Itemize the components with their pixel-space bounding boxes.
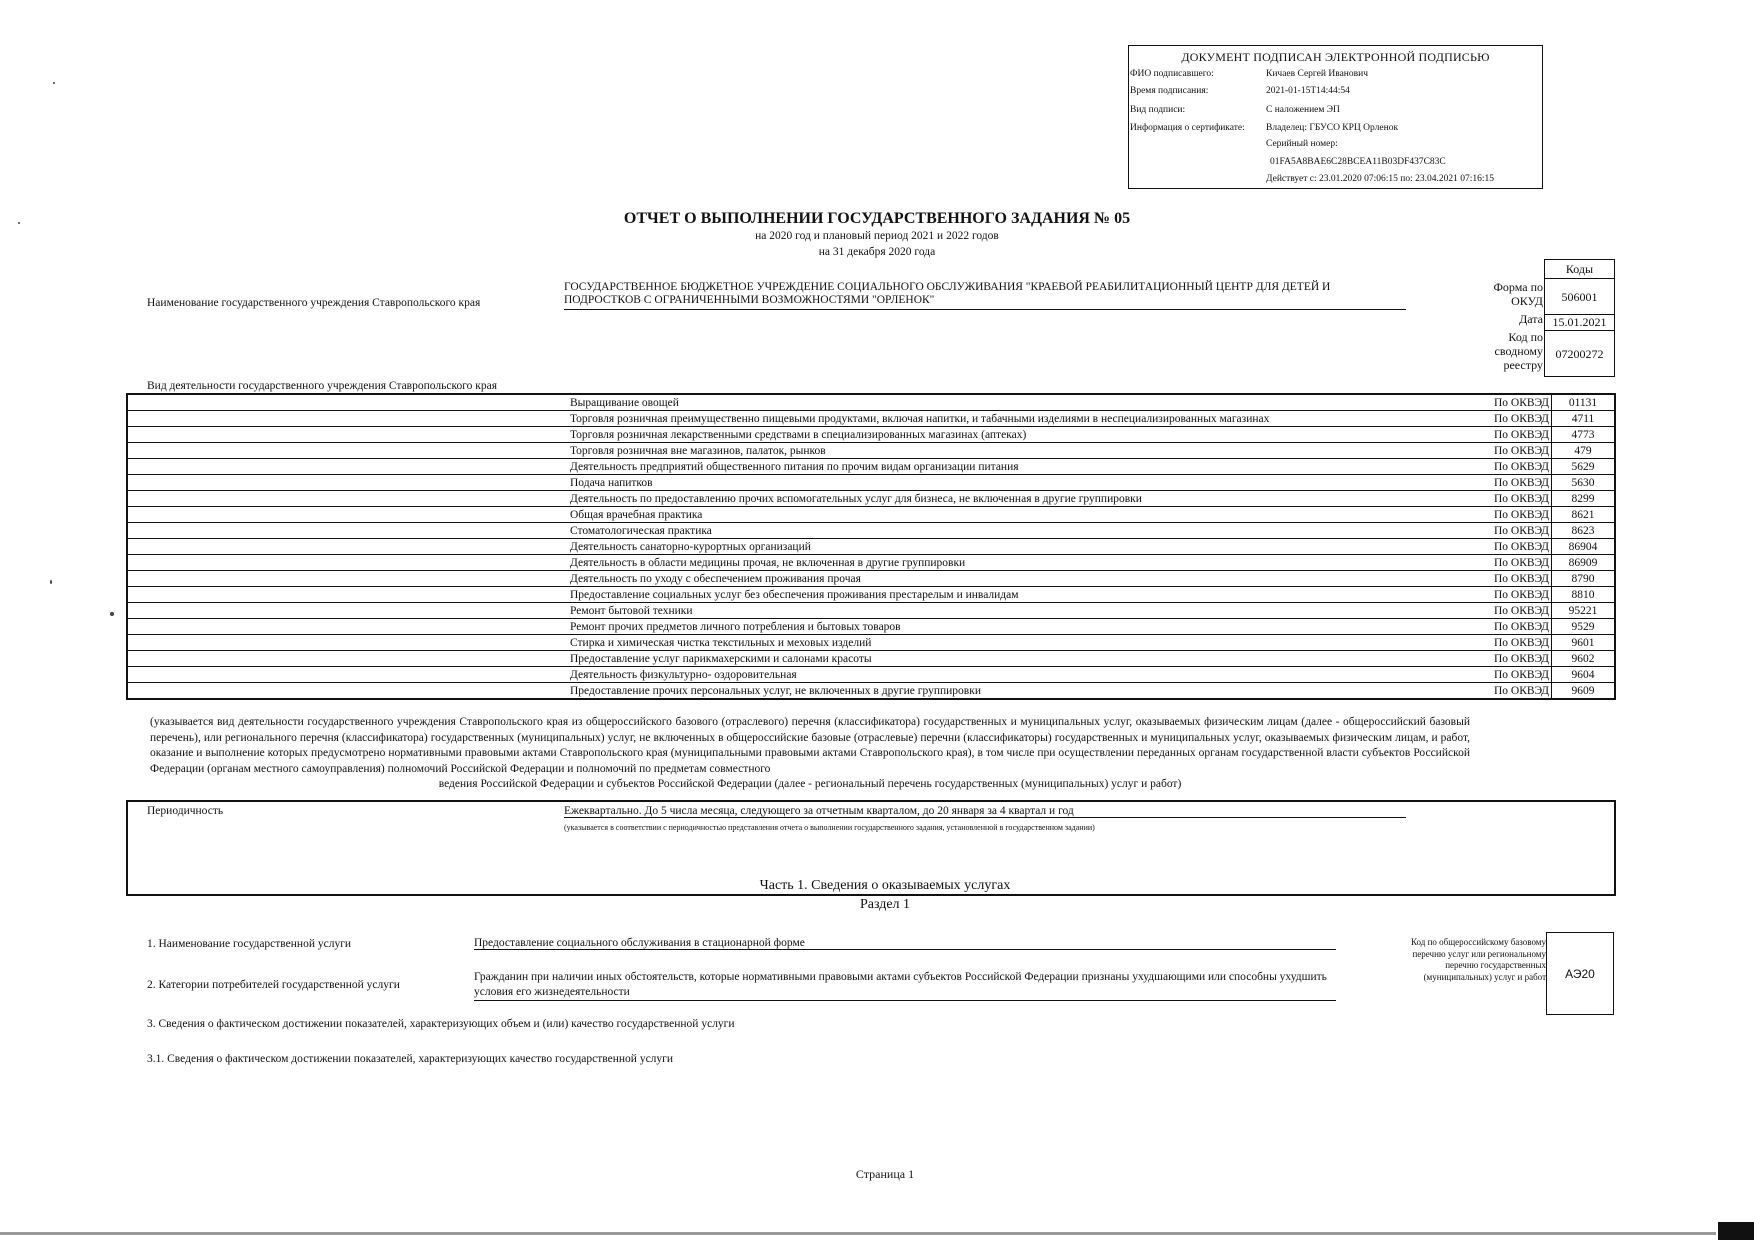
- report-date: на 31 декабря 2020 года: [818, 246, 936, 258]
- activity-name: Ремонт бытовой техники: [568, 603, 1475, 619]
- activity-code: 8623: [1552, 523, 1616, 539]
- signer-label: ФИО подписавшего:: [1130, 69, 1214, 79]
- activity-classifier: По ОКВЭД: [1475, 683, 1552, 700]
- codes-box: [1544, 259, 1615, 377]
- activity-code: 4711: [1552, 411, 1616, 427]
- scan-speck: [18, 222, 20, 224]
- activity-spacer: [127, 683, 568, 700]
- activity-name: Предоставление социальных услуг без обеспечения проживания престарелым и инвалидам: [568, 587, 1475, 603]
- item-3-1: 3.1. Сведения о фактическом достижении показателей, характеризующих качество государственной услуги: [147, 1053, 674, 1065]
- activity-code: 9609: [1552, 683, 1616, 700]
- activities-note: [150, 715, 1470, 793]
- codes-header: Коды: [1565, 262, 1594, 276]
- item-3: 3. Сведения о фактическом достижении показателей, характеризующих объем и (или) качество государственной услуги: [147, 1018, 735, 1030]
- periodicity-value: Ежеквартально. До 5 числа месяца, следующего за отчетным кварталом, до 20 января за 4 квартал и год: [564, 805, 1406, 818]
- activity-row: [127, 507, 1615, 523]
- activity-spacer: [127, 571, 568, 587]
- activity-row: [127, 587, 1615, 603]
- activity-spacer: [127, 523, 568, 539]
- activity-code: 9602: [1552, 651, 1616, 667]
- activity-row: [127, 443, 1615, 459]
- registry-label-line1: Код по: [1508, 330, 1543, 344]
- periodicity-label: Периодичность: [147, 805, 224, 817]
- date-value: 15.01.2021: [1545, 314, 1614, 330]
- activity-spacer: [127, 394, 568, 411]
- activity-classifier: По ОКВЭД: [1475, 411, 1552, 427]
- activity-code: 8621: [1552, 507, 1616, 523]
- valid-value: Действует с: 23.01.2020 07:06:15 по: 23.04.2021 07:16:15: [1266, 174, 1495, 184]
- scan-speck: [53, 82, 55, 84]
- activity-name: Торговля розничная вне магазинов, палаток, рынков: [568, 443, 1475, 459]
- activity-code: 5629: [1552, 459, 1616, 475]
- signature-header: ДОКУМЕНТ ПОДПИСАН ЭЛЕКТРОННОЙ ПОДПИСЬЮ: [1181, 50, 1490, 64]
- activity-spacer: [127, 635, 568, 651]
- activity-code: 9601: [1552, 635, 1616, 651]
- activities-label: Вид деятельности государственного учреждения Ставропольского края: [147, 380, 497, 392]
- activity-spacer: [127, 667, 568, 683]
- activity-name: Торговля розничная лекарственными средствами в специализированных магазинах (аптеках): [568, 427, 1475, 443]
- activity-spacer: [127, 411, 568, 427]
- service-code-value: АЭ20: [1565, 966, 1595, 981]
- institution-name: ГОСУДАРСТВЕННОЕ БЮДЖЕТНОЕ УЧРЕЖДЕНИЕ СОЦИАЛЬНОГО ОБСЛУЖИВАНИЯ "КРАЕВОЙ РЕАБИЛИТАЦИОННЫЙ ЦЕНТР ДЛЯ ДЕТЕЙ И ПОДРОСТКОВ С ОГРАНИЧЕННЫМИ ВОЗМОЖНОСТЯМИ "ОРЛЕНОК": [564, 281, 1406, 310]
- activities-table: [126, 393, 1616, 700]
- activity-name: Деятельность по уходу с обеспечением проживания прочая: [568, 571, 1475, 587]
- activity-classifier: По ОКВЭД: [1475, 491, 1552, 507]
- consumers-label: 2. Категории потребителей государственной услуги: [147, 979, 400, 991]
- activity-classifier: По ОКВЭД: [1475, 459, 1552, 475]
- activity-code: 8810: [1552, 587, 1616, 603]
- scan-edge-line: [0, 1232, 1716, 1235]
- activity-spacer: [127, 587, 568, 603]
- activity-name: Общая врачебная практика: [568, 507, 1475, 523]
- activity-row: [127, 523, 1615, 539]
- activity-name: Деятельность физкультурно- оздоровительная: [568, 667, 1475, 683]
- report-title: ОТЧЕТ О ВЫПОЛНЕНИИ ГОСУДАРСТВЕННОГО ЗАДАНИЯ № 05: [623, 210, 1131, 227]
- consumers-value: Гражданин при наличии иных обстоятельств, которые нормативными правовыми актами субъектов Российской Федерации признаны ухудшающими или способны ухудшить условия его жизнедеятельности: [474, 970, 1336, 1001]
- okud-label: [1470, 280, 1543, 308]
- activity-classifier: По ОКВЭД: [1475, 523, 1552, 539]
- registry-label: [1470, 330, 1543, 372]
- activity-classifier: По ОКВЭД: [1475, 651, 1552, 667]
- activity-name: Подача напитков: [568, 475, 1475, 491]
- activity-spacer: [127, 555, 568, 571]
- activity-row: [127, 475, 1615, 491]
- activity-spacer: [127, 507, 568, 523]
- scan-speck: [110, 612, 114, 616]
- activity-name: Предоставление прочих персональных услуг, не включенных в другие группировки: [568, 683, 1475, 700]
- activity-spacer: [127, 459, 568, 475]
- activity-classifier: По ОКВЭД: [1475, 427, 1552, 443]
- activity-classifier: По ОКВЭД: [1475, 571, 1552, 587]
- activity-row: [127, 491, 1615, 507]
- activity-row: [127, 651, 1615, 667]
- registry-value: 07200272: [1545, 330, 1614, 376]
- activity-code: 479: [1552, 443, 1616, 459]
- type-label: Вид подписи:: [1130, 105, 1186, 115]
- time-label: Время подписания:: [1130, 86, 1209, 96]
- activity-spacer: [127, 619, 568, 635]
- activity-row: [127, 635, 1615, 651]
- activity-name: Торговля розничная преимущественно пищевыми продуктами, включая напитки, и табачными изделиями в неспециализированных магазинах: [568, 411, 1475, 427]
- activity-spacer: [127, 603, 568, 619]
- activity-row: [127, 555, 1615, 571]
- periodicity-hint: (указывается в соответствии с периодичностью представления отчета о выполнении государственного задания, установленной в государственном задании): [564, 823, 1095, 832]
- activity-row: [127, 539, 1615, 555]
- activity-classifier: По ОКВЭД: [1475, 394, 1552, 411]
- activity-code: 95221: [1552, 603, 1616, 619]
- note-text: (указывается вид деятельности государственного учреждения Ставропольского края из общероссийского базового (отраслевого) перечня (классификатора) государственных и муниципальных услуг, оказываемых физическим лицам (далее - общероссийский базовый перечень), или регионального перечня (классификатора) государственных (муниципальных) услуг, не включенных в общероссийские базовые (отраслевые) перечни (классификаторы) государственных и муниципальных услуг, оказываемых физическим лицам, и работ, оказание и выполнение которых предусмотрено нормативными правовыми актами Ставропольского края (муниципальными правовыми актами Ставропольского края), в том числе при осуществлении переданных органам государственной власти субъектов Российской Федерации (органам местного самоуправления) полномочий Российской Федерации и полномочий по предметам совместного: [150, 716, 1470, 775]
- activity-row: [127, 427, 1615, 443]
- activity-row: [127, 603, 1615, 619]
- activity-code: 8790: [1552, 571, 1616, 587]
- registry-label-line2: сводному: [1494, 344, 1543, 358]
- type-value: С наложением ЭП: [1266, 105, 1340, 115]
- okud-label-line1: Форма по: [1493, 280, 1543, 294]
- activity-classifier: По ОКВЭД: [1475, 539, 1552, 555]
- activity-name: Предоставление услуг парикмахерскими и салонами красоты: [568, 651, 1475, 667]
- activity-spacer: [127, 491, 568, 507]
- activity-classifier: По ОКВЭД: [1475, 555, 1552, 571]
- institution-label: Наименование государственного учреждения Ставропольского края: [147, 297, 481, 309]
- activity-name: Деятельность в области медицины прочая, не включенная в другие группировки: [568, 555, 1475, 571]
- activity-code: 9604: [1552, 667, 1616, 683]
- activity-name: Деятельность по предоставлению прочих вспомогательных услуг для бизнеса, не включенная в другие группировки: [568, 491, 1475, 507]
- activity-spacer: [127, 539, 568, 555]
- activity-name: Стирка и химическая чистка текстильных и меховых изделий: [568, 635, 1475, 651]
- activity-classifier: По ОКВЭД: [1475, 635, 1552, 651]
- activity-row: [127, 394, 1615, 411]
- scan-corner-mark: [1718, 1222, 1754, 1240]
- activity-classifier: По ОКВЭД: [1475, 587, 1552, 603]
- activity-row: [127, 411, 1615, 427]
- signer-value: Кичаев Сергей Иванович: [1266, 69, 1368, 79]
- activity-name: Стоматологическая практика: [568, 523, 1475, 539]
- activity-code: 86909: [1552, 555, 1616, 571]
- activity-row: [127, 571, 1615, 587]
- activity-code: 5630: [1552, 475, 1616, 491]
- activity-code: 9529: [1552, 619, 1616, 635]
- cert-label: Информация о сертификате:: [1130, 123, 1245, 133]
- part-title: Часть 1. Сведения о оказываемых услугах: [759, 878, 1011, 893]
- activity-classifier: По ОКВЭД: [1475, 507, 1552, 523]
- okud-label-line2: ОКУД: [1511, 294, 1543, 308]
- signature-stamp: [1128, 45, 1543, 189]
- activity-spacer: [127, 443, 568, 459]
- page-number: Страница 1: [855, 1167, 915, 1181]
- activity-code: 01131: [1552, 394, 1616, 411]
- activity-classifier: По ОКВЭД: [1475, 667, 1552, 683]
- activity-name: Выращивание овощей: [568, 394, 1475, 411]
- activity-row: [127, 683, 1615, 700]
- activity-name: Ремонт прочих предметов личного потребления и бытовых товаров: [568, 619, 1475, 635]
- activity-classifier: По ОКВЭД: [1475, 475, 1552, 491]
- activity-name: Деятельность санаторно-курортных организаций: [568, 539, 1475, 555]
- time-value: 2021-01-15T14:44:54: [1266, 86, 1350, 96]
- activity-classifier: По ОКВЭД: [1475, 619, 1552, 635]
- scan-speck: [50, 580, 52, 584]
- activity-row: [127, 459, 1615, 475]
- date-label: Дата: [1519, 312, 1543, 326]
- serial-label: Серийный номер:: [1266, 139, 1338, 149]
- section-title: Раздел 1: [859, 897, 911, 912]
- owner-value: Владелец: ГБУСО КРЦ Орленок: [1266, 123, 1399, 133]
- service-code-box: [1546, 932, 1614, 1015]
- activity-name: Деятельность предприятий общественного питания по прочим видам организации питания: [568, 459, 1475, 475]
- note-last-line: ведения Российской Федерации и субъектов Российской Федерации (далее - региональный перечень государственных (муниципальных) услуг и работ): [438, 778, 1182, 790]
- okud-value: 506001: [1545, 278, 1614, 314]
- serial-value: 01FA5A8BAE6C28BCEA11B03DF437C83C: [1270, 157, 1446, 167]
- activity-row: [127, 619, 1615, 635]
- activity-row: [127, 667, 1615, 683]
- activity-spacer: [127, 651, 568, 667]
- activity-code: 86904: [1552, 539, 1616, 555]
- service-name-label: 1. Наименование государственной услуги: [147, 938, 352, 950]
- service-code-label: Код по общероссийскому базовому перечню услуг или региональному перечню государственных (муниципальных) услуг и работ: [1410, 937, 1546, 982]
- service-name-value: Предоставление социального обслуживания в стационарной форме: [474, 937, 1336, 950]
- activity-code: 8299: [1552, 491, 1616, 507]
- activity-spacer: [127, 475, 568, 491]
- activity-classifier: По ОКВЭД: [1475, 603, 1552, 619]
- activity-spacer: [127, 427, 568, 443]
- activity-code: 4773: [1552, 427, 1616, 443]
- report-period: на 2020 год и плановый период 2021 и 2022 годов: [755, 230, 999, 242]
- registry-label-line3: реестру: [1503, 358, 1543, 372]
- activity-classifier: По ОКВЭД: [1475, 443, 1552, 459]
